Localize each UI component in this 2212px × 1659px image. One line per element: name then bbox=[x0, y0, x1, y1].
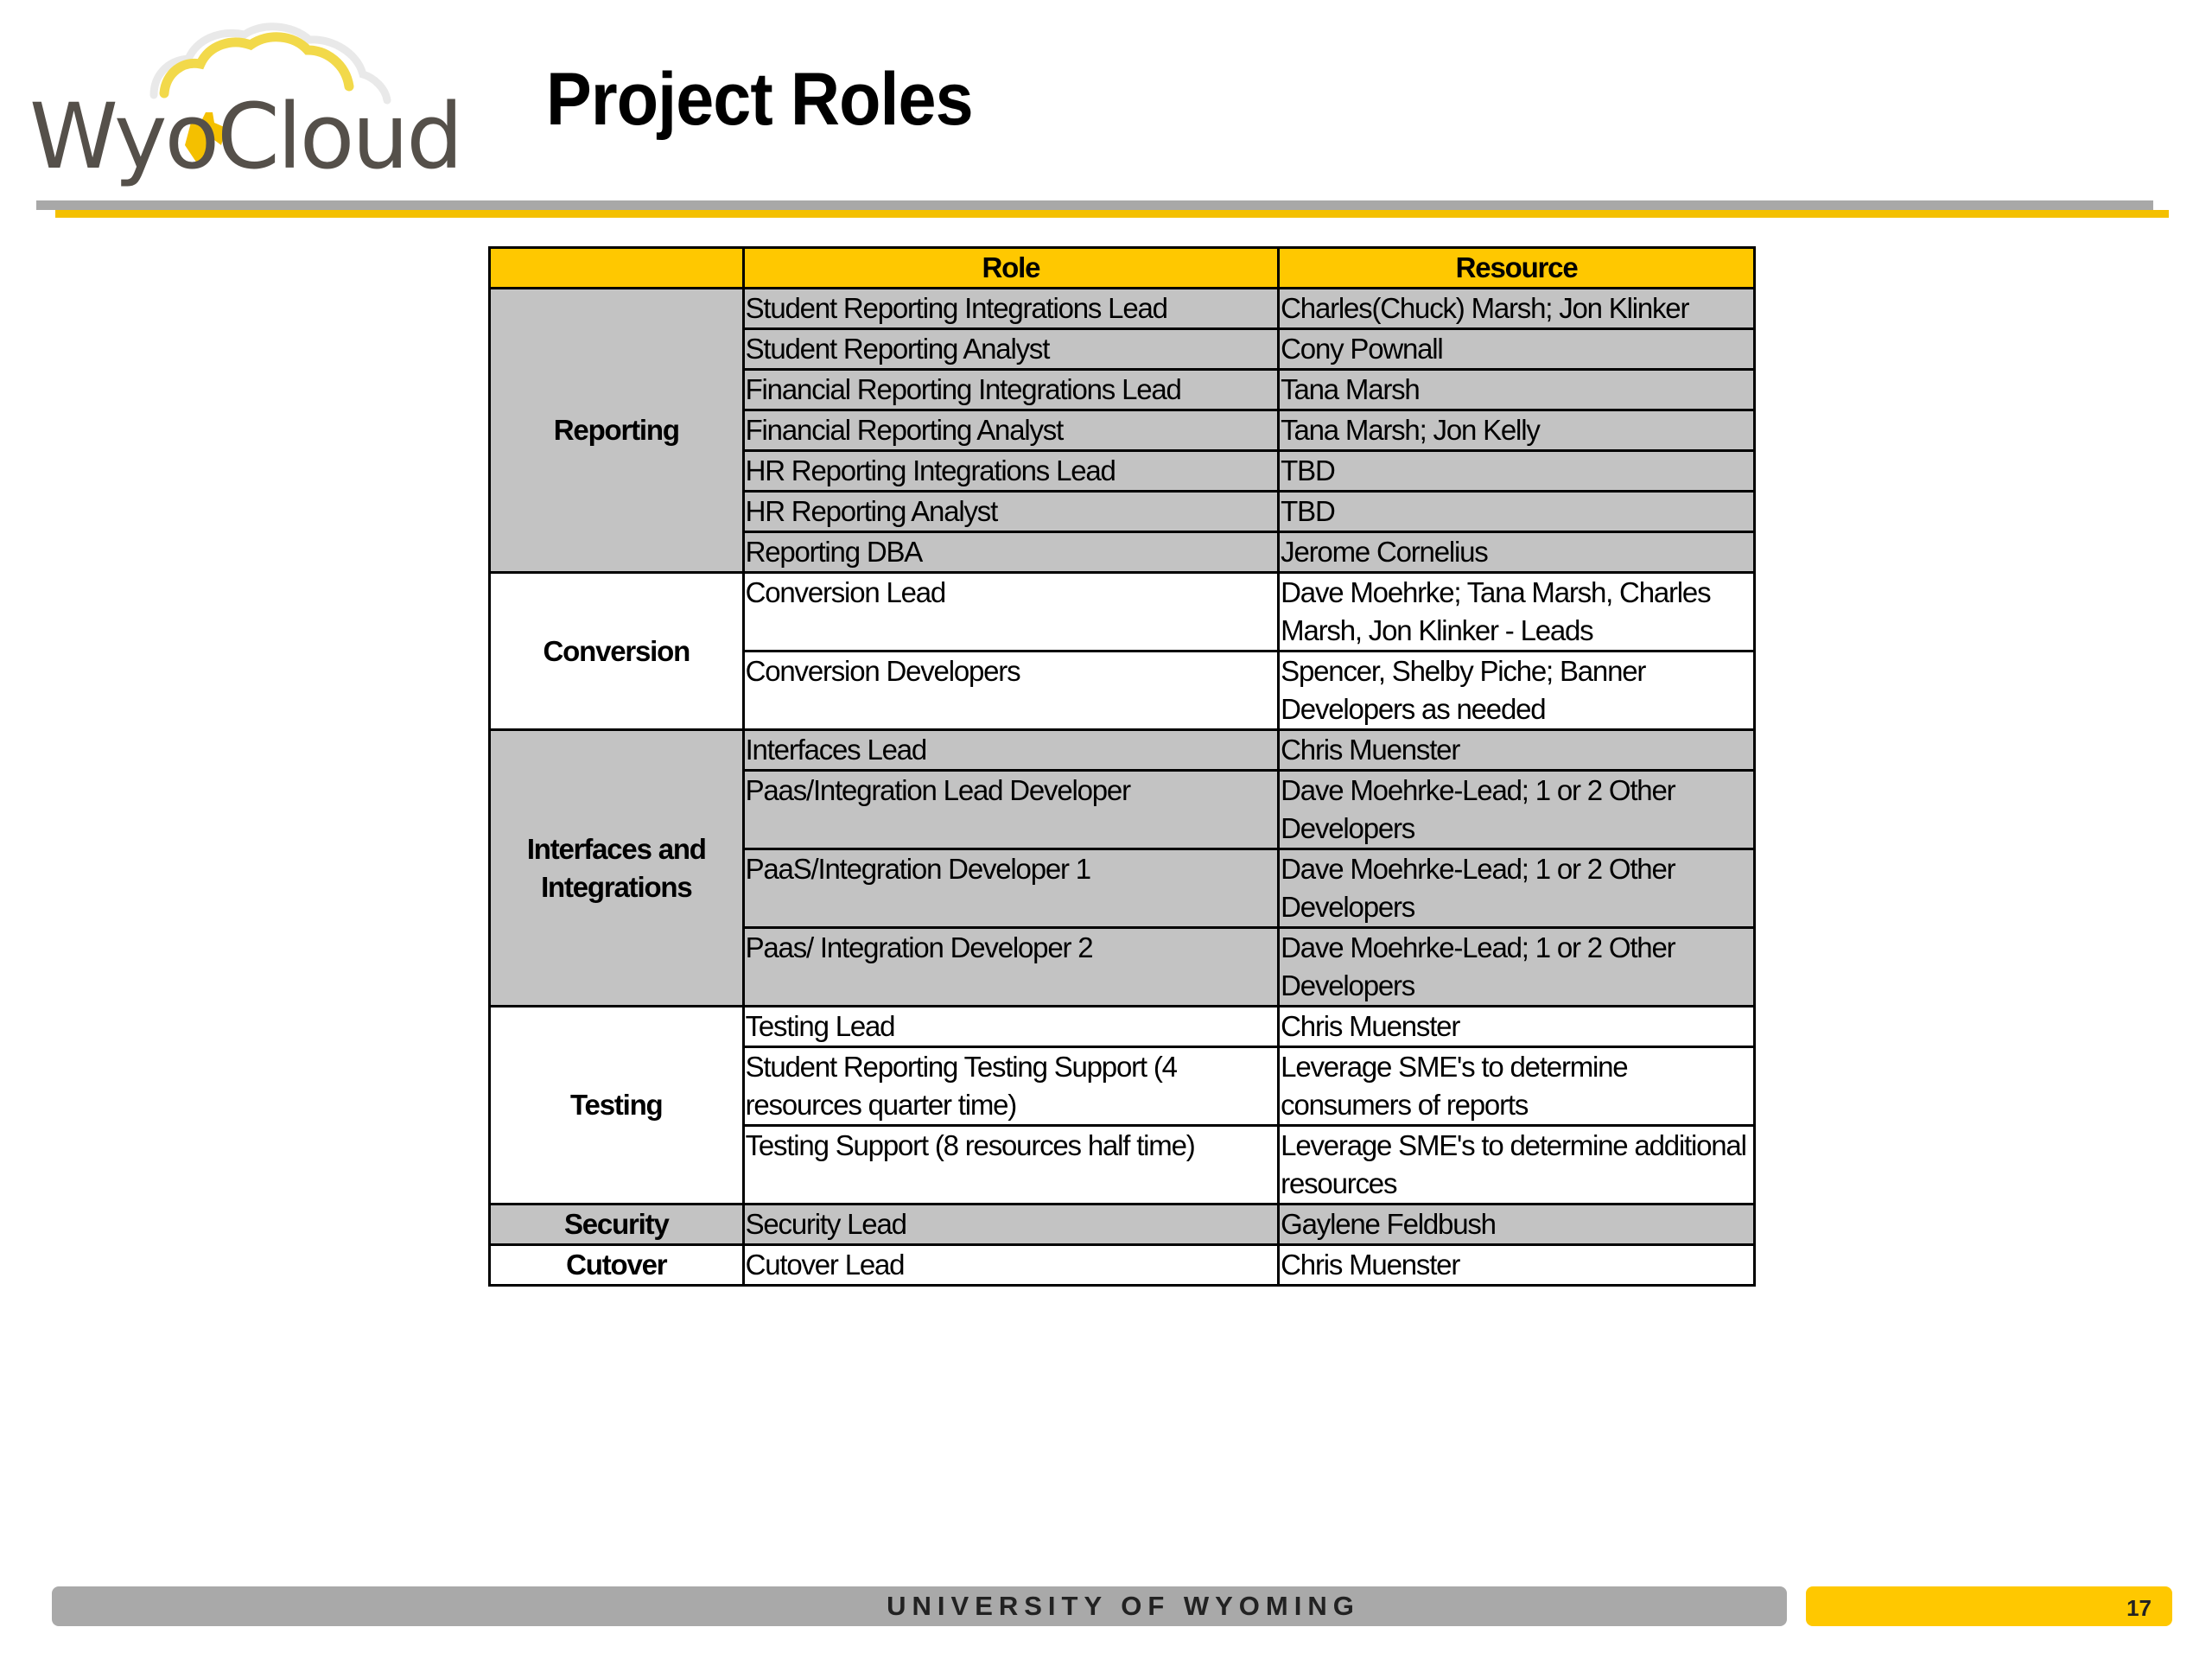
resource-cell: Jerome Cornelius bbox=[1279, 532, 1755, 573]
header-rule-gray bbox=[36, 200, 2153, 210]
resource-cell: Chris Muenster bbox=[1279, 1245, 1755, 1286]
role-cell: Security Lead bbox=[743, 1205, 1279, 1245]
resource-cell: Dave Moehrke-Lead; 1 or 2 Other Developers bbox=[1279, 771, 1755, 849]
resource-cell: Chris Muenster bbox=[1279, 730, 1755, 771]
page-title: Project Roles bbox=[546, 58, 973, 141]
role-cell: Paas/Integration Lead Developer bbox=[743, 771, 1279, 849]
role-cell: Student Reporting Integrations Lead bbox=[743, 289, 1279, 329]
resource-cell: Dave Moehrke-Lead; 1 or 2 Other Developers bbox=[1279, 928, 1755, 1007]
header-role: Role bbox=[743, 248, 1279, 289]
category-cell: Conversion bbox=[490, 573, 744, 730]
page-number: 17 bbox=[2126, 1595, 2152, 1621]
resource-cell: Chris Muenster bbox=[1279, 1007, 1755, 1047]
category-cell: Cutover bbox=[490, 1245, 744, 1286]
role-cell: HR Reporting Analyst bbox=[743, 492, 1279, 532]
role-cell: Financial Reporting Analyst bbox=[743, 410, 1279, 451]
role-cell: Conversion Lead bbox=[743, 573, 1279, 652]
resource-cell: Dave Moehrke-Lead; 1 or 2 Other Developers bbox=[1279, 849, 1755, 928]
role-cell: Student Reporting Analyst bbox=[743, 329, 1279, 370]
header-category bbox=[490, 248, 744, 289]
table-row bbox=[490, 289, 1755, 329]
resource-cell: Leverage SME's to determine additional resources bbox=[1279, 1126, 1755, 1205]
role-cell: Conversion Developers bbox=[743, 652, 1279, 730]
resource-cell: Leverage SME's to determine consumers of reports bbox=[1279, 1047, 1755, 1126]
resource-cell: Tana Marsh bbox=[1279, 370, 1755, 410]
table-row bbox=[490, 573, 1755, 652]
role-cell: Testing Support (8 resources half time) bbox=[743, 1126, 1279, 1205]
role-cell: Interfaces Lead bbox=[743, 730, 1279, 771]
resource-cell: Cony Pownall bbox=[1279, 329, 1755, 370]
resource-cell: TBD bbox=[1279, 492, 1755, 532]
role-cell: Reporting DBA bbox=[743, 532, 1279, 573]
header-resource: Resource bbox=[1279, 248, 1755, 289]
table-row bbox=[490, 730, 1755, 771]
footer-org: UNIVERSITY OF WYOMING bbox=[887, 1591, 1360, 1621]
category-cell: Security bbox=[490, 1205, 744, 1245]
resource-cell: Dave Moehrke; Tana Marsh, Charles Marsh, Jon Klinker - Leads bbox=[1279, 573, 1755, 652]
category-cell: Reporting bbox=[490, 289, 744, 573]
resource-cell: TBD bbox=[1279, 451, 1755, 492]
table-row bbox=[490, 1245, 1755, 1286]
wyocloud-logo bbox=[24, 16, 461, 189]
logo-wordmark: WyoCloud bbox=[29, 84, 461, 189]
category-cell: Interfaces and Integrations bbox=[490, 730, 744, 1007]
table-header-row bbox=[490, 248, 1755, 289]
category-cell: Testing bbox=[490, 1007, 744, 1205]
resource-cell: Tana Marsh; Jon Kelly bbox=[1279, 410, 1755, 451]
resource-cell: Spencer, Shelby Piche; Banner Developers as needed bbox=[1279, 652, 1755, 730]
resource-cell: Gaylene Feldbush bbox=[1279, 1205, 1755, 1245]
role-cell: Cutover Lead bbox=[743, 1245, 1279, 1286]
role-cell: Financial Reporting Integrations Lead bbox=[743, 370, 1279, 410]
role-cell: Testing Lead bbox=[743, 1007, 1279, 1047]
role-cell: HR Reporting Integrations Lead bbox=[743, 451, 1279, 492]
table-row bbox=[490, 1007, 1755, 1047]
project-roles-table bbox=[488, 246, 1756, 1287]
resource-cell: Charles(Chuck) Marsh; Jon Klinker bbox=[1279, 289, 1755, 329]
table-row bbox=[490, 1205, 1755, 1245]
header-rule-gold bbox=[55, 210, 2169, 218]
role-cell: Paas/ Integration Developer 2 bbox=[743, 928, 1279, 1007]
role-cell: PaaS/Integration Developer 1 bbox=[743, 849, 1279, 928]
role-cell: Student Reporting Testing Support (4 resources quarter time) bbox=[743, 1047, 1279, 1126]
